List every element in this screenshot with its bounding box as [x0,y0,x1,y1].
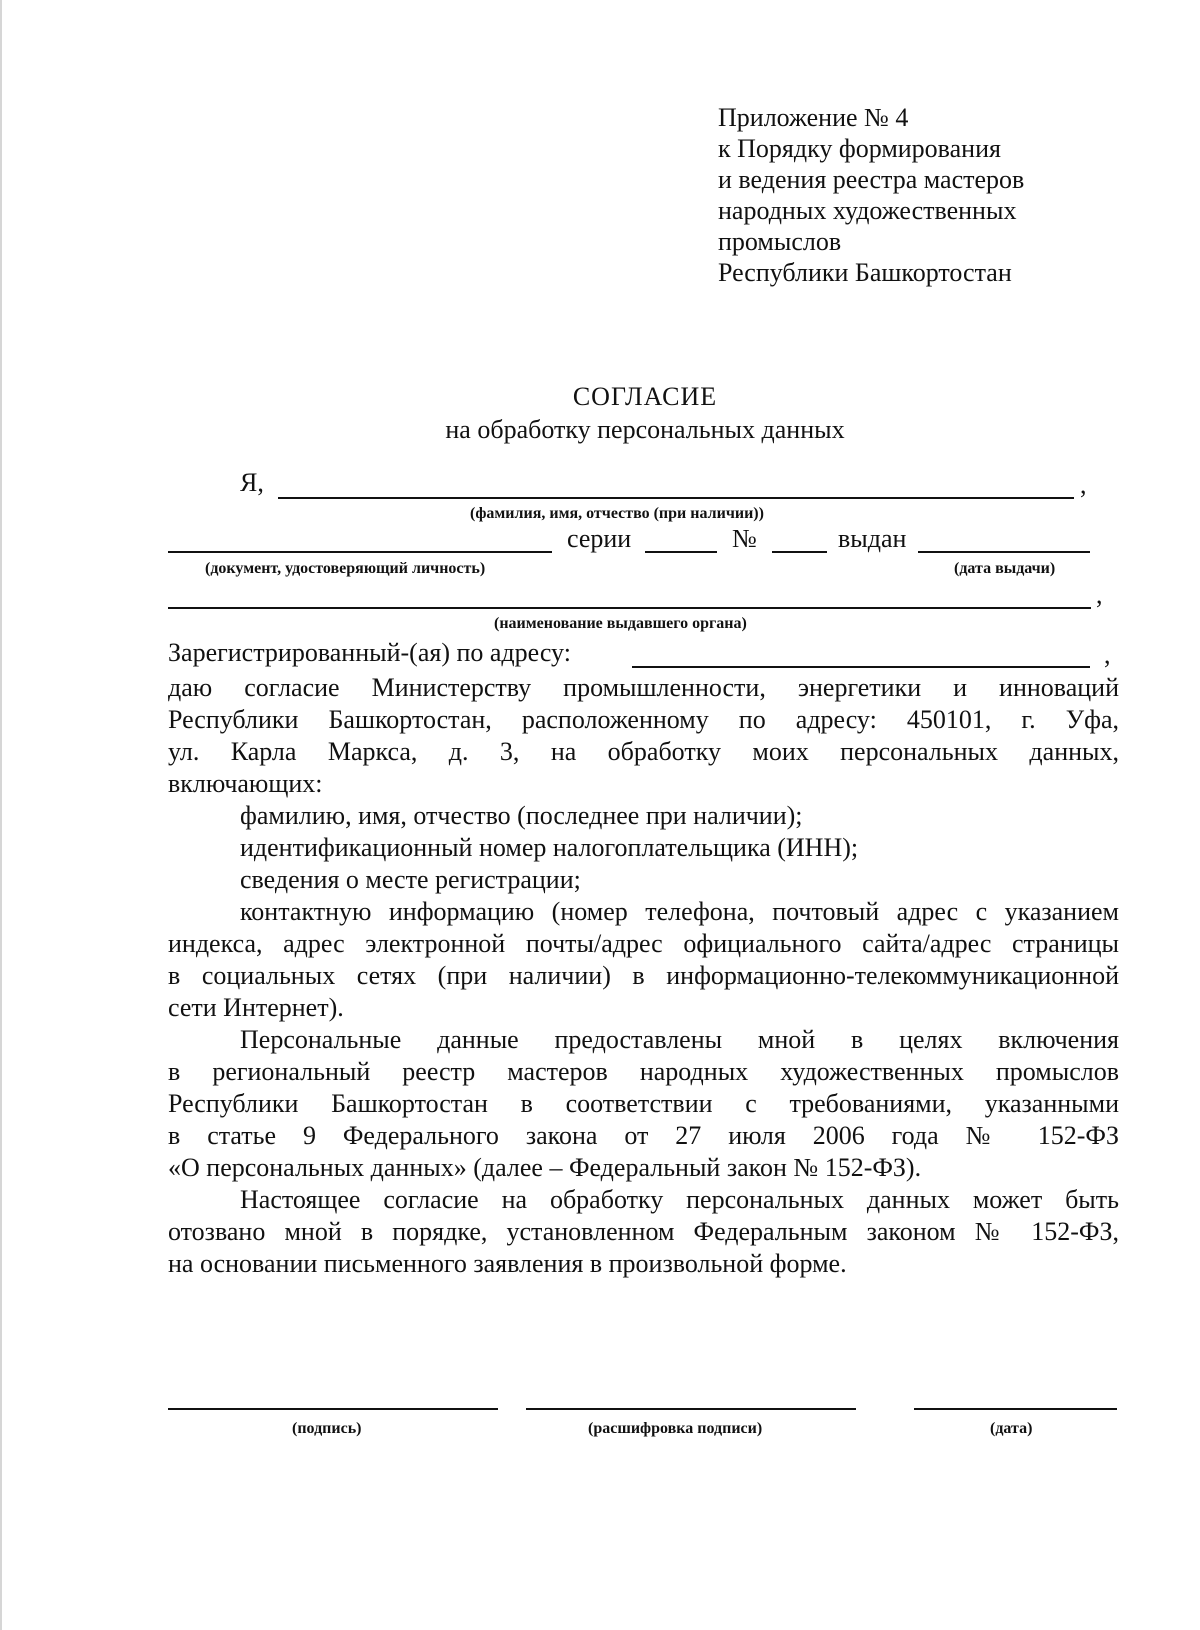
consent-line: Республики Башкортостан, расположенному по адресу: 450101, г. Уфа, [168,705,1119,734]
purpose-paragraph: в региональный реестр мастеров народных художественных промыслов [168,1057,1119,1086]
data-item: фамилию, имя, отчество (последнее при наличии); [240,801,803,830]
consent-body [168,672,1119,1280]
revocation-paragraph: отозвано мной в порядке, установленном Федеральным законом № 152-ФЗ, [168,1217,1119,1246]
signature-field-line[interactable] [168,1408,498,1410]
document-caption: (документ, удостоверяющий личность) [205,560,486,577]
issued-label: выдан [838,524,907,553]
comma: , [1104,640,1111,669]
consent-line: даю согласие Министерству промышленности, энергетики и инноваций [168,673,1119,702]
authority-field-line[interactable] [168,607,1091,609]
series-field-line[interactable] [645,551,717,553]
consent-line: ул. Карла Маркса, д. 3, на обработку моих персональных данных, [168,737,1119,766]
purpose-paragraph: «О персональных данных» (далее – Федеральный закон № 152-ФЗ). [168,1153,922,1182]
data-item-continuation: индекса, адрес электронной почты/адрес официального сайта/адрес страницы [168,929,1119,958]
comma: , [1096,580,1103,609]
i-label: Я, [240,468,264,497]
fio-caption: (фамилия, имя, отчество (при наличии)) [470,505,764,522]
signature-date-field-line[interactable] [914,1408,1117,1410]
comma: , [1080,470,1087,499]
appendix-line: к Порядку формирования [718,134,1001,163]
document-field-line[interactable] [168,551,552,553]
appendix-line: народных художественных [718,196,1017,225]
appendix-line: и ведения реестра мастеров [718,165,1025,194]
address-field-line[interactable] [632,666,1090,668]
appendix-line: промыслов [718,227,842,256]
purpose-paragraph: в статье 9 Федерального закона от 27 июля 2006 года № 152-ФЗ [168,1121,1119,1150]
data-item-continuation: в социальных сетях (при наличии) в информационно-телекоммуникационной [168,961,1119,990]
signature-date-caption: (дата) [990,1420,1033,1437]
data-item: идентификационный номер налогоплательщика (ИНН); [240,833,859,862]
series-label: серии [567,524,632,553]
fio-field-line[interactable] [278,497,1074,499]
authority-caption: (наименование выдавшего органа) [494,615,747,632]
signature-caption: (подпись) [292,1420,362,1437]
number-label: № [732,524,757,553]
data-item: сведения о месте регистрации; [240,865,581,894]
signature-name-field-line[interactable] [526,1408,856,1410]
appendix-line: Приложение № 4 [718,103,909,132]
scan-edge [0,0,2,1630]
signature-name-caption: (расшифровка подписи) [588,1420,763,1437]
document-title: СОГЛАСИЕ [572,382,718,411]
number-field-line[interactable] [772,551,827,553]
issue-date-field-line[interactable] [918,551,1090,553]
data-item: контактную информацию (номер телефона, почтовый адрес с указанием [240,897,1119,926]
purpose-paragraph: Республики Башкортостан в соответствии с требованиями, указанными [168,1089,1119,1118]
address-label: Зарегистрированный-(ая) по адресу: [168,638,571,667]
consent-line: включающих: [168,769,323,798]
appendix-header [718,102,1024,288]
data-item-continuation: сети Интернет). [168,993,344,1022]
purpose-paragraph: Персональные данные предоставлены мной в целях включения [240,1025,1119,1054]
issue-date-caption: (дата выдачи) [954,560,1056,577]
document-subtitle: на обработку персональных данных [445,415,845,444]
revocation-paragraph: на основании письменного заявления в произвольной форме. [168,1249,847,1278]
appendix-line: Республики Башкортостан [718,258,1012,287]
revocation-paragraph: Настоящее согласие на обработку персональных данных может быть [240,1185,1119,1214]
